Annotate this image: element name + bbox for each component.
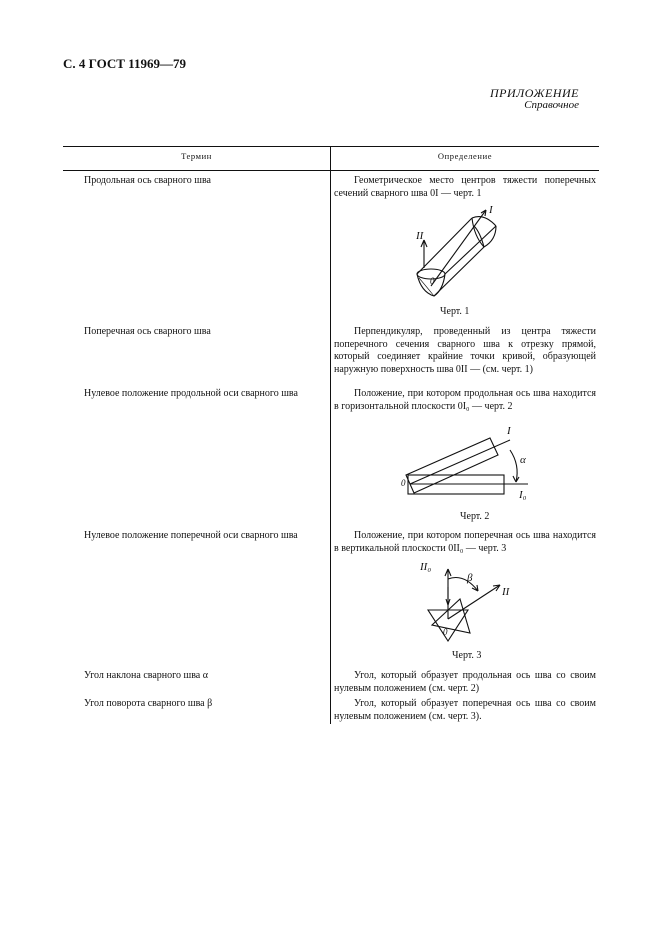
fig1-label-ii: II bbox=[416, 230, 424, 242]
fig3-label-origin: 0 bbox=[443, 627, 448, 637]
definition-zero-position-longitudinal: Положение, при котором продольная ось шва находится в горизонтальной плоскости 0I₀ — черт. 2 bbox=[334, 388, 596, 412]
figure-2-caption: Черт. 2 bbox=[460, 511, 490, 522]
figure-2-inclination-diagram bbox=[398, 420, 548, 505]
table-top-rule bbox=[63, 146, 599, 147]
term-rotation-angle: Угол поворота сварного шва β bbox=[84, 698, 213, 709]
appendix-title: ПРИЛОЖЕНИЕ bbox=[490, 86, 579, 100]
fig2-angle-arrow bbox=[513, 476, 519, 482]
appendix-subtitle: Справочное bbox=[524, 99, 579, 111]
fig3-label-ii: II bbox=[502, 586, 510, 598]
fig2-label-origin: 0 bbox=[401, 478, 406, 488]
definition-inclination-angle: Угол, который образует продольная ось шва со своим нулевым положением (см. черт. 2) bbox=[334, 670, 596, 694]
definition-zero-position-transverse: Положение, при котором поперечная ось шва находится в вертикальной плоскости 0II₀ — черт. 3 bbox=[334, 530, 596, 554]
fig2-axis-i bbox=[410, 440, 510, 484]
fig2-label-i: I bbox=[507, 425, 511, 437]
figure-3-caption: Черт. 3 bbox=[452, 650, 482, 661]
fig1-axes bbox=[421, 210, 486, 286]
fig3-label-ii0: II₀ bbox=[420, 561, 432, 573]
term-inclination-angle: Угол наклона сварного шва α bbox=[84, 670, 208, 681]
page-header: С. 4 ГОСТ 11969—79 bbox=[63, 56, 186, 71]
fig3-label-beta: β bbox=[467, 572, 473, 584]
table-header-rule bbox=[63, 170, 599, 171]
fig1-label-origin: 0 bbox=[430, 276, 435, 286]
definition-rotation-angle: Угол, который образует поперечная ось шва со своим нулевым положением (см. черт. 3). bbox=[334, 698, 596, 722]
fig1-label-i: I bbox=[489, 204, 493, 216]
fig3-axis-ii bbox=[448, 585, 500, 619]
column-header-definition: Определение bbox=[437, 151, 493, 161]
fig2-label-alpha: α bbox=[520, 454, 526, 466]
term-zero-position-transverse: Нулевое положение поперечной оси сварного шва bbox=[84, 530, 298, 541]
term-zero-position-longitudinal: Нулевое положение продольной оси сварного шва bbox=[84, 388, 298, 399]
term-transverse-axis: Поперечная ось сварного шва bbox=[84, 326, 211, 337]
figure-1-caption: Черт. 1 bbox=[440, 306, 470, 317]
figure-3-rotation-diagram bbox=[418, 557, 528, 649]
column-header-term: Термин bbox=[181, 151, 212, 161]
fig2-label-i0: I₀ bbox=[519, 489, 527, 501]
fig1-weld-body bbox=[417, 217, 496, 296]
definition-longitudinal-axis: Геометрическое место центров тяжести поперечных сечений сварного шва 0I — черт. 1 bbox=[334, 175, 596, 199]
figure-1-weld-diagram bbox=[404, 200, 514, 305]
table-column-divider bbox=[330, 146, 331, 724]
definition-transverse-axis: Перпендикуляр, проведенный из центра тяжести поперечного сечения сварного шва к отрезку прямой, который соединяет крайние точки кривой, образующей наружную поверхность шва 0II — (см. черт. 1) bbox=[334, 326, 596, 375]
term-longitudinal-axis: Продольная ось сварного шва bbox=[84, 175, 211, 186]
